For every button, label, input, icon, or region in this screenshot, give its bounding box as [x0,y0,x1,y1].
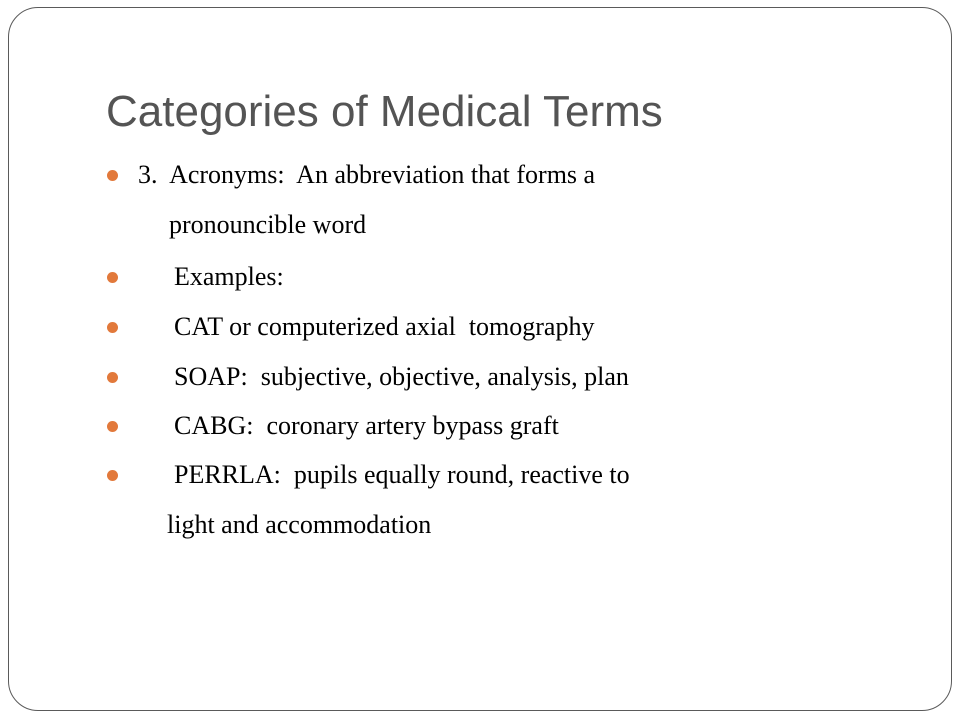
list-item-text: SOAP: subjective, objective, analysis, plan [174,362,629,391]
slide-title: Categories of Medical Terms [106,87,663,136]
bullet-icon [107,322,118,333]
bullet-icon [107,372,118,383]
list-item-text: CAT or computerized axial tomography [174,312,595,341]
bullet-icon [107,421,118,432]
bullet-icon [107,470,118,481]
list-item-text: CABG: coronary artery bypass graft [174,411,559,440]
bullet-icon [107,272,118,283]
bullet-icon [107,170,118,181]
list-item-text: Examples: [174,262,284,291]
list-item-text: 3. Acronyms: An abbreviation that forms a [138,160,596,189]
list-item-text: light and accommodation [167,510,432,539]
list-item-text: PERRLA: pupils equally round, reactive to [174,460,630,489]
list-item-text: pronouncible word [169,210,367,239]
